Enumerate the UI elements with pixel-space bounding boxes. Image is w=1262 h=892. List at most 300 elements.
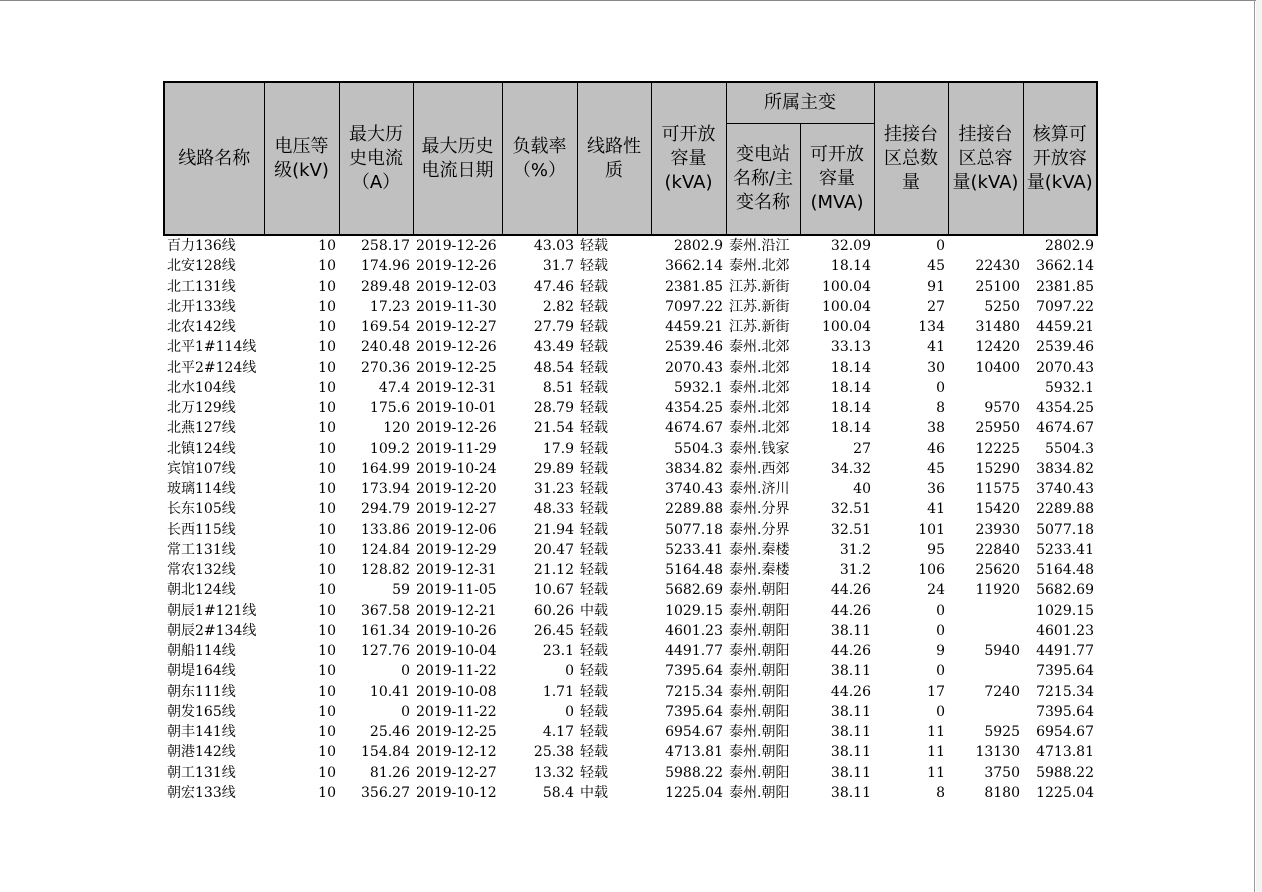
cell-line-name: 朝堤164线 <box>167 663 236 680</box>
cell-line-nature: 轻载 <box>580 359 608 376</box>
cell-open-capacity: 4491.77 <box>665 643 723 660</box>
cell-area-count: 11 <box>927 724 945 741</box>
header-area-capacity: 挂接台区总容量(kVA) <box>948 82 1023 235</box>
cell-line-nature: 轻载 <box>580 683 608 700</box>
cell-area-count: 27 <box>927 298 945 315</box>
cell-max-current-date: 2019-11-22 <box>416 663 497 680</box>
cell-station-open-capacity: 18.14 <box>830 420 871 437</box>
cell-line-name: 朝船114线 <box>167 643 236 660</box>
cell-max-current-date: 2019-12-25 <box>416 724 497 741</box>
table-row <box>164 540 1097 560</box>
cell-line-nature: 轻载 <box>580 481 608 498</box>
cell-voltage: 10 <box>318 460 336 477</box>
header-voltage: 电压等级(kV) <box>264 82 339 235</box>
cell-line-name: 北镇124线 <box>167 440 236 457</box>
cell-voltage: 10 <box>318 501 336 518</box>
cell-voltage: 10 <box>318 784 336 801</box>
cell-max-current-date: 2019-10-01 <box>416 400 497 417</box>
cell-calc-capacity: 3834.82 <box>1036 460 1094 477</box>
table-row <box>164 439 1097 459</box>
cell-station-name: 江苏.新街 <box>729 319 790 336</box>
header-line-nature: 线路性质 <box>577 82 651 235</box>
cell-area-count: 101 <box>918 521 945 538</box>
cell-station-name: 泰州.朝阳 <box>729 784 790 801</box>
cell-max-current: 173.94 <box>361 481 410 498</box>
cell-line-name: 朝东111线 <box>167 683 236 700</box>
cell-max-current-date: 2019-12-21 <box>416 602 497 619</box>
cell-line-nature: 轻载 <box>580 400 608 417</box>
cell-voltage: 10 <box>318 481 336 498</box>
cell-open-capacity: 4459.21 <box>665 319 723 336</box>
cell-max-current-date: 2019-12-27 <box>416 501 497 518</box>
cell-max-current-date: 2019-11-29 <box>416 440 497 457</box>
cell-max-current: 258.17 <box>361 238 410 255</box>
cell-station-open-capacity: 31.2 <box>839 541 871 558</box>
cell-voltage: 10 <box>318 278 336 295</box>
cell-voltage: 10 <box>318 562 336 579</box>
header-max-current-date: 最大历史电流日期 <box>413 82 502 235</box>
cell-area-capacity: 25950 <box>975 420 1020 437</box>
cell-area-capacity: 12420 <box>975 339 1020 356</box>
cell-max-current-date: 2019-12-26 <box>416 420 497 437</box>
cell-max-current: 133.86 <box>361 521 410 538</box>
cell-station-open-capacity: 18.14 <box>830 379 871 396</box>
cell-line-nature: 轻载 <box>580 622 608 639</box>
cell-load-rate: 21.94 <box>533 521 574 538</box>
cell-max-current: 169.54 <box>361 319 410 336</box>
cell-area-count: 46 <box>927 440 945 457</box>
table-row <box>164 682 1097 702</box>
cell-station-open-capacity: 38.11 <box>830 622 871 639</box>
cell-max-current: 289.48 <box>361 278 410 295</box>
header-load-rate: 负载率（%） <box>502 82 577 235</box>
cell-open-capacity: 2289.88 <box>665 501 723 518</box>
cell-area-count: 9 <box>936 643 945 660</box>
cell-area-count: 36 <box>927 481 945 498</box>
cell-area-capacity: 5940 <box>984 643 1020 660</box>
cell-station-name: 泰州.秦楼 <box>729 562 790 579</box>
page-top-edge <box>0 0 1262 1</box>
cell-max-current: 174.96 <box>361 258 410 275</box>
cell-station-name: 泰州.朝阳 <box>729 643 790 660</box>
header-main-transformer: 所属主变 <box>726 82 874 123</box>
cell-station-name: 泰州.朝阳 <box>729 724 790 741</box>
cell-line-nature: 轻载 <box>580 703 608 720</box>
cell-area-capacity: 10400 <box>975 359 1020 376</box>
cell-voltage: 10 <box>318 440 336 457</box>
cell-line-name: 朝辰1#121线 <box>167 602 257 619</box>
table-row <box>164 560 1097 580</box>
table-row <box>164 499 1097 519</box>
cell-max-current: 294.79 <box>361 501 410 518</box>
cell-max-current: 0 <box>401 703 410 720</box>
table-body <box>164 235 1097 803</box>
cell-load-rate: 29.89 <box>533 460 574 477</box>
cell-load-rate: 47.46 <box>533 278 574 295</box>
cell-area-capacity: 8180 <box>984 784 1020 801</box>
cell-calc-capacity: 7215.34 <box>1036 683 1094 700</box>
table-row <box>164 702 1097 722</box>
cell-open-capacity: 2802.9 <box>674 238 723 255</box>
cell-line-nature: 中载 <box>580 784 608 801</box>
cell-open-capacity: 2539.46 <box>665 339 723 356</box>
cell-station-open-capacity: 38.11 <box>830 724 871 741</box>
cell-line-name: 朝发165线 <box>167 703 236 720</box>
cell-load-rate: 13.32 <box>533 764 574 781</box>
cell-max-current-date: 2019-12-31 <box>416 379 497 396</box>
cell-calc-capacity: 5077.18 <box>1036 521 1094 538</box>
cell-calc-capacity: 5988.22 <box>1036 764 1094 781</box>
cell-calc-capacity: 7395.64 <box>1036 663 1094 680</box>
cell-area-count: 0 <box>936 622 945 639</box>
cell-line-name: 玻璃114线 <box>167 481 236 498</box>
cell-line-nature: 轻载 <box>580 663 608 680</box>
table-row <box>164 479 1097 499</box>
cell-calc-capacity: 2381.85 <box>1036 278 1094 295</box>
cell-max-current-date: 2019-12-06 <box>416 521 497 538</box>
cell-station-name: 泰州.秦楼 <box>729 541 790 558</box>
cell-station-open-capacity: 38.11 <box>830 784 871 801</box>
cell-station-open-capacity: 38.11 <box>830 764 871 781</box>
cell-line-nature: 轻载 <box>580 440 608 457</box>
table-row <box>164 358 1097 378</box>
cell-open-capacity: 2381.85 <box>665 278 723 295</box>
cell-open-capacity: 7097.22 <box>665 298 723 315</box>
cell-area-count: 0 <box>936 379 945 396</box>
cell-max-current-date: 2019-12-27 <box>416 319 497 336</box>
cell-area-count: 41 <box>927 339 945 356</box>
cell-station-open-capacity: 32.09 <box>830 238 871 255</box>
cell-station-open-capacity: 44.26 <box>830 643 871 660</box>
cell-voltage: 10 <box>318 602 336 619</box>
cell-open-capacity: 4713.81 <box>665 744 723 761</box>
cell-max-current: 161.34 <box>361 622 410 639</box>
cell-load-rate: 60.26 <box>533 602 574 619</box>
cell-max-current-date: 2019-12-26 <box>416 339 497 356</box>
header-area-count: 挂接台区总数量 <box>874 82 948 235</box>
cell-line-nature: 轻载 <box>580 744 608 761</box>
cell-open-capacity: 1029.15 <box>665 602 723 619</box>
table-row <box>164 520 1097 540</box>
cell-station-open-capacity: 34.32 <box>830 460 871 477</box>
cell-station-open-capacity: 44.26 <box>830 582 871 599</box>
cell-area-count: 11 <box>927 764 945 781</box>
cell-area-capacity: 15420 <box>975 501 1020 518</box>
table-row <box>164 235 1097 256</box>
cell-line-name: 朝宏133线 <box>167 784 236 801</box>
table-row <box>164 337 1097 357</box>
cell-line-name: 朝工131线 <box>167 764 236 781</box>
cell-load-rate: 25.38 <box>533 744 574 761</box>
cell-open-capacity: 4674.67 <box>665 420 723 437</box>
cell-station-open-capacity: 38.11 <box>830 703 871 720</box>
cell-station-name: 泰州.朝阳 <box>729 602 790 619</box>
cell-load-rate: 48.33 <box>533 501 574 518</box>
cell-line-nature: 轻载 <box>580 724 608 741</box>
cell-area-count: 0 <box>936 663 945 680</box>
cell-max-current: 81.26 <box>369 764 410 781</box>
table-row <box>164 277 1097 297</box>
cell-max-current: 127.76 <box>361 643 410 660</box>
cell-area-capacity <box>948 621 1023 641</box>
cell-area-capacity: 22430 <box>975 258 1020 275</box>
cell-load-rate: 2.82 <box>542 298 574 315</box>
cell-line-nature: 轻载 <box>580 582 608 599</box>
cell-calc-capacity: 4459.21 <box>1036 319 1094 336</box>
table-row <box>164 256 1097 276</box>
cell-area-capacity <box>948 661 1023 681</box>
cell-area-capacity: 9570 <box>984 400 1020 417</box>
cell-max-current-date: 2019-12-12 <box>416 744 497 761</box>
cell-station-name: 泰州.朝阳 <box>729 683 790 700</box>
cell-load-rate: 0 <box>565 663 574 680</box>
header-max-current: 最大历史电流（A） <box>339 82 413 235</box>
cell-area-capacity: 12225 <box>975 440 1020 457</box>
cell-voltage: 10 <box>318 683 336 700</box>
cell-voltage: 10 <box>318 238 336 255</box>
cell-load-rate: 26.45 <box>533 622 574 639</box>
cell-load-rate: 20.47 <box>533 541 574 558</box>
cell-voltage: 10 <box>318 744 336 761</box>
cell-calc-capacity: 2802.9 <box>1045 238 1094 255</box>
cell-open-capacity: 5504.3 <box>674 440 723 457</box>
cell-calc-capacity: 5233.41 <box>1036 541 1094 558</box>
page-margin-strip <box>1256 0 1262 892</box>
cell-area-capacity: 3750 <box>984 764 1020 781</box>
cell-line-nature: 轻载 <box>580 643 608 660</box>
page-right-edge <box>1254 0 1255 892</box>
cell-area-count: 0 <box>936 602 945 619</box>
cell-station-name: 江苏.新街 <box>729 278 790 295</box>
cell-line-name: 百力136线 <box>167 238 236 255</box>
cell-line-name: 朝港142线 <box>167 744 236 761</box>
cell-voltage: 10 <box>318 521 336 538</box>
cell-calc-capacity: 2539.46 <box>1036 339 1094 356</box>
cell-max-current: 17.23 <box>369 298 410 315</box>
cell-station-open-capacity: 44.26 <box>830 683 871 700</box>
cell-station-name: 泰州.朝阳 <box>729 703 790 720</box>
cell-open-capacity: 6954.67 <box>665 724 723 741</box>
cell-max-current: 109.2 <box>369 440 410 457</box>
cell-calc-capacity: 2070.43 <box>1036 359 1094 376</box>
cell-voltage: 10 <box>318 663 336 680</box>
cell-max-current: 164.99 <box>361 460 410 477</box>
cell-max-current-date: 2019-12-26 <box>416 238 497 255</box>
cell-station-open-capacity: 18.14 <box>830 359 871 376</box>
cell-line-nature: 轻载 <box>580 319 608 336</box>
cell-open-capacity: 3834.82 <box>665 460 723 477</box>
cell-max-current-date: 2019-12-27 <box>416 764 497 781</box>
cell-area-count: 30 <box>927 359 945 376</box>
cell-calc-capacity: 4491.77 <box>1036 643 1094 660</box>
cell-area-capacity <box>948 702 1023 722</box>
cell-line-name: 长东105线 <box>167 501 236 518</box>
cell-area-capacity <box>948 601 1023 621</box>
cell-area-count: 134 <box>918 319 945 336</box>
table-row <box>164 621 1097 641</box>
cell-area-count: 0 <box>936 703 945 720</box>
cell-line-name: 朝辰2#134线 <box>167 622 257 639</box>
cell-max-current: 128.82 <box>361 562 410 579</box>
cell-line-nature: 轻载 <box>580 420 608 437</box>
cell-open-capacity: 4354.25 <box>665 400 723 417</box>
cell-area-count: 45 <box>927 258 945 275</box>
cell-station-name: 泰州.北郊 <box>729 359 790 376</box>
cell-station-name: 泰州.钱家 <box>729 440 790 457</box>
table-row <box>164 378 1097 398</box>
cell-line-name: 朝北124线 <box>167 582 236 599</box>
cell-max-current: 120 <box>383 420 410 437</box>
cell-load-rate: 17.9 <box>542 440 574 457</box>
cell-line-nature: 轻载 <box>580 764 608 781</box>
cell-line-name: 朝丰141线 <box>167 724 236 741</box>
cell-voltage: 10 <box>318 379 336 396</box>
cell-area-capacity: 22840 <box>975 541 1020 558</box>
cell-area-count: 41 <box>927 501 945 518</box>
cell-calc-capacity: 4601.23 <box>1036 622 1094 639</box>
table-row <box>164 459 1097 479</box>
cell-load-rate: 10.67 <box>533 582 574 599</box>
cell-area-capacity: 25100 <box>975 278 1020 295</box>
cell-max-current: 47.4 <box>378 379 410 396</box>
cell-station-name: 泰州.朝阳 <box>729 764 790 781</box>
cell-line-name: 北农142线 <box>167 319 236 336</box>
cell-load-rate: 48.54 <box>533 359 574 376</box>
cell-line-nature: 轻载 <box>580 379 608 396</box>
cell-voltage: 10 <box>318 541 336 558</box>
cell-line-name: 北水104线 <box>167 379 236 396</box>
cell-station-open-capacity: 31.2 <box>839 562 871 579</box>
cell-station-name: 泰州.朝阳 <box>729 744 790 761</box>
cell-max-current-date: 2019-10-26 <box>416 622 497 639</box>
cell-area-count: 95 <box>927 541 945 558</box>
table-row <box>164 783 1097 803</box>
cell-max-current-date: 2019-12-31 <box>416 562 497 579</box>
table-row <box>164 742 1097 762</box>
cell-station-name: 泰州.北郊 <box>729 258 790 275</box>
table-row <box>164 398 1097 418</box>
cell-area-count: 0 <box>936 238 945 255</box>
table-row <box>164 580 1097 600</box>
cell-voltage: 10 <box>318 703 336 720</box>
cell-max-current-date: 2019-11-30 <box>416 298 497 315</box>
cell-calc-capacity: 7395.64 <box>1036 703 1094 720</box>
cell-voltage: 10 <box>318 319 336 336</box>
cell-calc-capacity: 2289.88 <box>1036 501 1094 518</box>
cell-voltage: 10 <box>318 258 336 275</box>
cell-area-count: 17 <box>927 683 945 700</box>
cell-line-name: 常工131线 <box>167 541 236 558</box>
cell-load-rate: 4.17 <box>542 724 574 741</box>
cell-load-rate: 27.79 <box>533 319 574 336</box>
cell-station-open-capacity: 38.11 <box>830 744 871 761</box>
cell-load-rate: 58.4 <box>542 784 574 801</box>
cell-line-name: 北工131线 <box>167 278 236 295</box>
cell-voltage: 10 <box>318 582 336 599</box>
table-row <box>164 661 1097 681</box>
cell-open-capacity: 1225.04 <box>665 784 723 801</box>
table-row <box>164 763 1097 783</box>
table-row <box>164 601 1097 621</box>
header-line-name: 线路名称 <box>164 82 264 235</box>
cell-max-current: 154.84 <box>361 744 410 761</box>
cell-max-current: 356.27 <box>361 784 410 801</box>
cell-line-nature: 轻载 <box>580 501 608 518</box>
cell-line-name: 北安128线 <box>167 258 236 275</box>
cell-load-rate: 43.49 <box>533 339 574 356</box>
cell-max-current: 10.41 <box>369 683 410 700</box>
cell-voltage: 10 <box>318 359 336 376</box>
header-calc-capacity: 核算可开放容量(kVA) <box>1023 82 1097 235</box>
cell-max-current: 0 <box>401 663 410 680</box>
table-row <box>164 317 1097 337</box>
cell-area-count: 106 <box>918 562 945 579</box>
cell-station-name: 泰州.沿江 <box>729 238 790 255</box>
cell-station-name: 泰州.北郊 <box>729 400 790 417</box>
cell-load-rate: 21.12 <box>533 562 574 579</box>
cell-open-capacity: 2070.43 <box>665 359 723 376</box>
cell-area-capacity: 5250 <box>984 298 1020 315</box>
cell-calc-capacity: 6954.67 <box>1036 724 1094 741</box>
cell-station-open-capacity: 100.04 <box>822 278 871 295</box>
cell-area-capacity <box>948 235 1023 256</box>
cell-station-name: 泰州.朝阳 <box>729 663 790 680</box>
cell-calc-capacity: 5504.3 <box>1045 440 1094 457</box>
cell-max-current-date: 2019-10-04 <box>416 643 497 660</box>
cell-max-current: 175.6 <box>369 400 410 417</box>
cell-area-count: 8 <box>936 784 945 801</box>
cell-line-name: 北万129线 <box>167 400 236 417</box>
cell-station-open-capacity: 33.13 <box>830 339 871 356</box>
cell-area-count: 38 <box>927 420 945 437</box>
cell-voltage: 10 <box>318 622 336 639</box>
cell-max-current: 367.58 <box>361 602 410 619</box>
cell-max-current-date: 2019-11-05 <box>416 582 497 599</box>
cell-area-count: 11 <box>927 744 945 761</box>
cell-open-capacity: 7395.64 <box>665 703 723 720</box>
cell-station-name: 泰州.济川 <box>729 481 790 498</box>
cell-line-nature: 轻载 <box>580 278 608 295</box>
cell-station-open-capacity: 44.26 <box>830 602 871 619</box>
cell-open-capacity: 7395.64 <box>665 663 723 680</box>
cell-station-name: 泰州.分界 <box>729 521 790 538</box>
cell-calc-capacity: 5932.1 <box>1045 379 1094 396</box>
cell-area-capacity: 13130 <box>975 744 1020 761</box>
cell-station-open-capacity: 18.14 <box>830 400 871 417</box>
cell-open-capacity: 5164.48 <box>665 562 723 579</box>
cell-calc-capacity: 1029.15 <box>1036 602 1094 619</box>
table-row <box>164 722 1097 742</box>
cell-area-count: 24 <box>927 582 945 599</box>
cell-station-name: 泰州.朝阳 <box>729 582 790 599</box>
cell-line-name: 北平2#124线 <box>167 359 257 376</box>
cell-calc-capacity: 4354.25 <box>1036 400 1094 417</box>
cell-line-nature: 轻载 <box>580 258 608 275</box>
cell-max-current: 25.46 <box>369 724 410 741</box>
cell-max-current-date: 2019-10-24 <box>416 460 497 477</box>
cell-load-rate: 43.03 <box>533 238 574 255</box>
cell-calc-capacity: 5682.69 <box>1036 582 1094 599</box>
cell-area-capacity <box>948 378 1023 398</box>
cell-load-rate: 1.71 <box>542 683 574 700</box>
cell-area-capacity: 11575 <box>975 481 1020 498</box>
cell-voltage: 10 <box>318 724 336 741</box>
header-station-open-capacity: 可开放容量(MVA) <box>800 123 874 235</box>
cell-max-current-date: 2019-12-29 <box>416 541 497 558</box>
cell-load-rate: 31.7 <box>542 258 574 275</box>
cell-load-rate: 0 <box>565 703 574 720</box>
cell-voltage: 10 <box>318 764 336 781</box>
